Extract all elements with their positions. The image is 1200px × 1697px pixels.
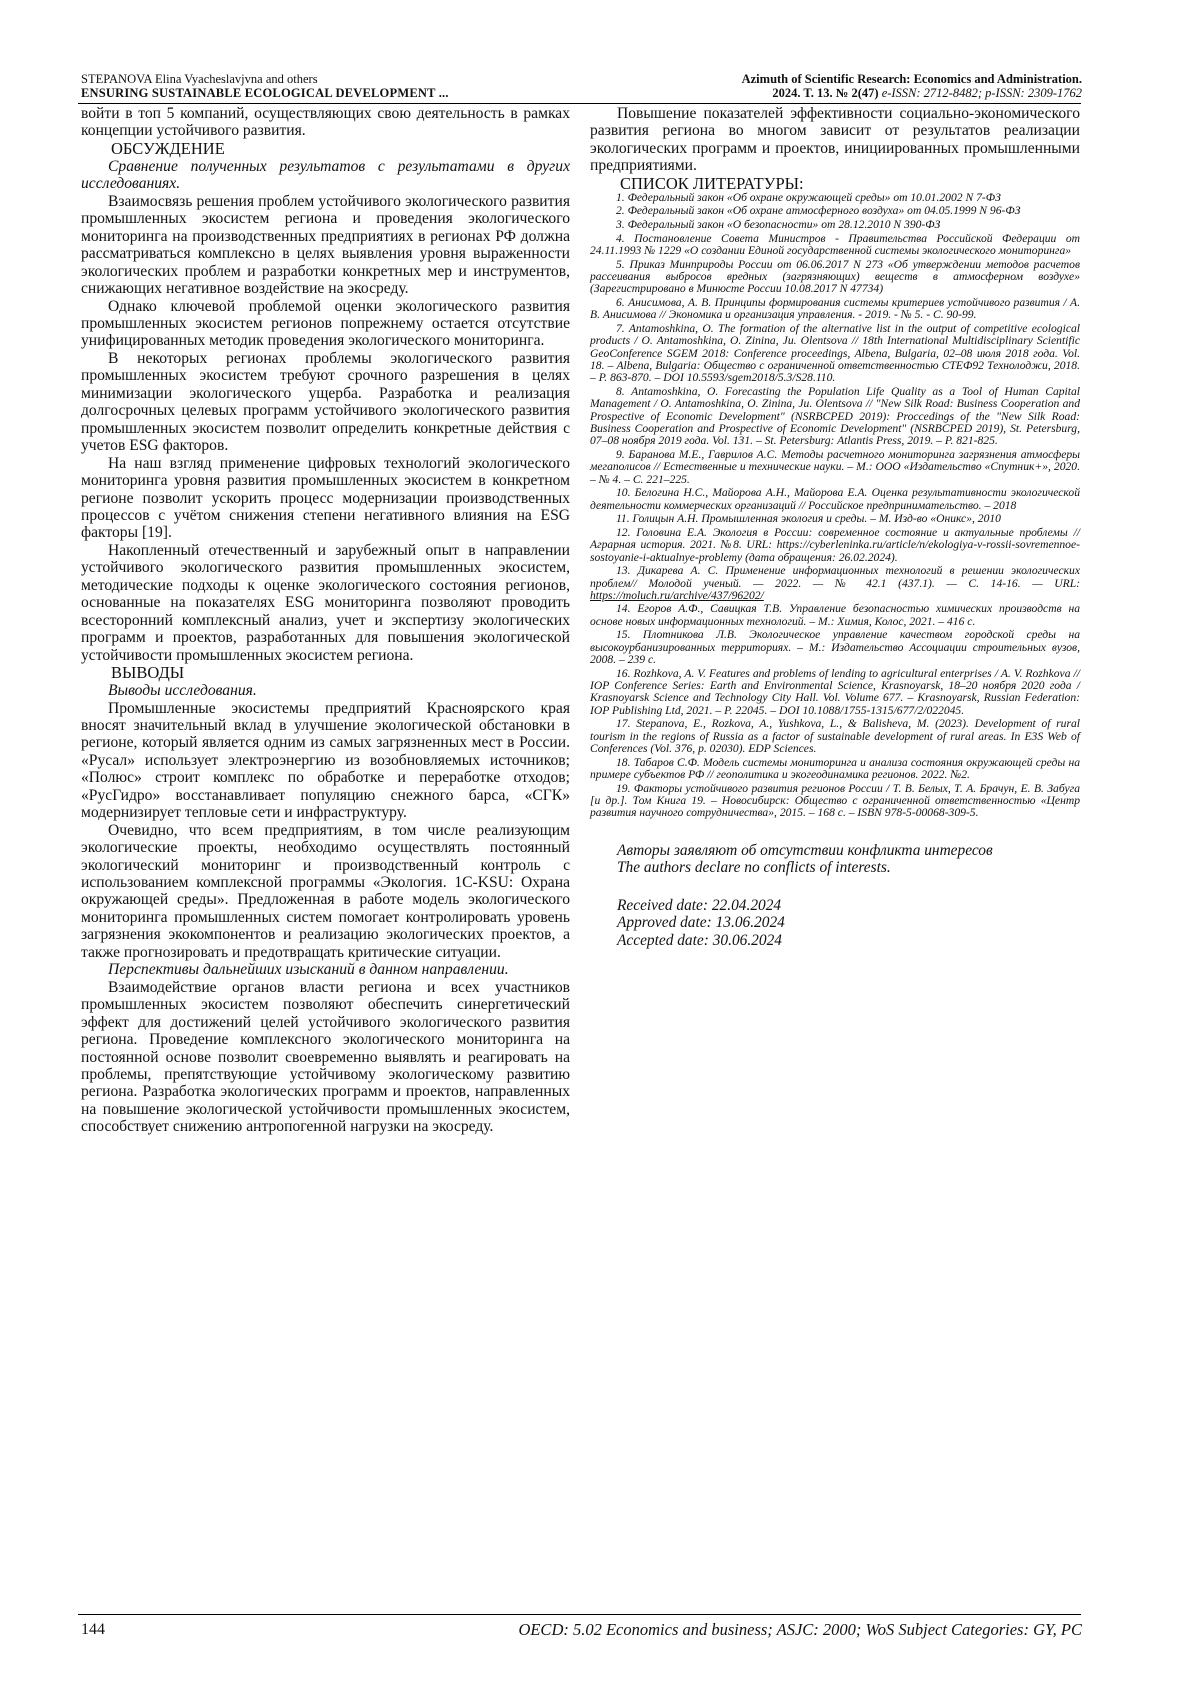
reference-item: 9. Баранова М.Е., Гаврилов А.С. Методы расчетного мониторинга загрязнения атмосферы мегаполисов // Естественные и технические науки. – М.: ООО «Издательство «Спутник+», 2020. – № 4. – С. 221–225. [590,447,1080,486]
conflict-ru: Авторы заявляют об отсутствии конфликта интересов [617,841,993,859]
references-list [590,192,1080,820]
reference-item: 14. Егоров А.Ф., Савицкая Т.В. Управление безопасностью химических производств на основе новых информационных технологий. – М.: Химия, Колос, 2021. – 416 с. [590,602,1080,628]
reference-item: 12. Головина Е.А. Экология в России: современное состояние и актуальные проблемы // Аграрная история. 2021. №8. URL: https://cyberleninka.ru/article/n/ekologiya-v-rossii-sovremennoe-sostoyanie-i-aktualnye-problemy (дата обращения: 26.02.2024). [590,525,1080,564]
conclusions-subheading: Выводы исследования. [108,682,257,700]
discussion-paragraph: Взаимосвязь решения проблем устойчивого экологического развития промышленных экосистем региона и проведения экологического мониторинга на производственных предприятиях в регионах РФ должна рассматриваться комплексно в целях выявления уровня выраженности экологических проблем и разработки конкретных мер и инструментов, снижающих негативное воздействие на экосреду. [81,192,570,298]
footer-rule [78,1614,1081,1615]
reference-item: 15. Плотникова Л.В. Экологическое управление качеством городской среды на высокоурбанизированных территориях. – М.: Издательство Ассоциации строительных вузов, 2008. – 239 с. [590,628,1080,667]
prospects-subheading: Перспективы дальнейших изысканий в данном направлении. [108,961,509,979]
page-number: 144 [81,1621,105,1638]
reference-item: 2. Федеральный закон «Об охране атмосферного воздуха» от 04.05.1999 N 96-ФЗ [616,204,1021,218]
discussion-subheading: Сравнение полученных результатов с результатами в других исследованиях. [81,157,570,193]
reference-text: 13. Дикарева А. С. Применение информационных технологий в решении экологических проблем// Молодой ученый. — 2022. — № 42.1 (437.1). — С. 14-16. — URL: [590,564,1080,590]
right-column [590,105,1080,949]
reference-item: 1. Федеральный закон «Об охране окружающей среды» от 10.01.2002 N 7-ФЗ [616,190,1001,204]
reference-item: 3. Федеральный закон «О безопасности» от 28.12.2010 N 390-ФЗ [616,217,941,231]
conflict-statement [590,842,1080,877]
header-journal: Azimuth of Scientific Research: Economics and Administration. [741,72,1082,86]
conclusions-paragraph: Очевидно, что всем предприятиям, в том числе реализующим экологические проекты, необходимо осуществлять постоянный экологический мониторинг и производственный контроль с использованием комплексной программы «Экология. 1С-KSU: Охрана окружающей среды». Предложенная в работе модель экологического мониторинга промышленных систем помогает контролировать уровень загрязнения экокомпонентов и реализацию экологических проектов, а также прогнозировать и предотвращать критические ситуации. [81,821,570,961]
reference-item: 17. Stepanova, E., Rozkova, A., Yushkova, L., & Balisheva, M. (2023). Development of rural tourism in the regions of Russia as a factor of sustainable development of rural areas. In E3S Web of Conferences (Vol. 376, p. 02030). EDP Sciences. [590,717,1080,756]
discussion-heading: ОБСУЖДЕНИЕ [111,138,225,158]
reference-item: 5. Приказ Минприроды России от 06.06.2017 N 273 «Об утверждении методов расчетов рассеивания выбросов вредных (загрязняющих) веществ в атмосферном воздухе» (Зарегистрировано в Минюсте России 10.08.2017 N 47734) [590,257,1080,296]
subject-classification: OECD: 5.02 Economics and business; ASJC: 2000; WoS Subject Categories: GY, PC [518,1620,1082,1639]
header-authors: STEPANOVA Elina Vyacheslavjvna and others [81,72,318,86]
reference-item: 18. Табаров С.Ф. Модель системы мониторинга и анализа состояния окружающей среды на примере субъектов РФ // геополитика и экогеодинамика регионов. 2022. №2. [590,755,1080,782]
reference-item: 6. Анисимова, А. В. Принципы формирования системы критериев устойчивого развития / А. В. Анисимова // Экономика и организация управления. - 2019. - № 5. - С. 90-99. [590,295,1080,322]
discussion-paragraph: Накопленный отечественный и зарубежный опыт в направлении устойчивого экологического развития промышленных экосистем, методические подходы к оценке экологического состояния регионов, основанные на показателях ESG мониторинга позволяют проводить всесторонний комплексный анализ, учет и экспертизу экологических программ и проектов, разработанных для повышения экологической устойчивости промышленных экосистем региона. [81,541,570,664]
reference-link[interactable]: https://moluch.ru/archive/437/96202/ [590,588,764,602]
references-heading: СПИСОК ЛИТЕРАТУРЫ: [620,173,804,193]
closing-paragraph: Повышение показателей эффективности социально-экономического развития региона во многом зависит от результатов реализации экологических программ и проектов, инициированных промышленными предприятиями. [590,105,1080,175]
accepted-date: Accepted date: 30.06.2024 [617,931,782,949]
reference-item-13 [590,565,1080,602]
header-issue-line [562,86,1082,100]
approved-date: Approved date: 13.06.2024 [617,914,785,932]
reference-item: 19. Факторы устойчивого развития регионов России / Т. В. Белых, Т. А. Брачун, Е. В. Забуга [и др.]. Том Книга 19. – Новосибирск: Общество с ограниченной ответственностью «Центр развития научного сотрудничества», 2015. – 168 с. – ISBN 978-5-00068-309-5. [590,781,1080,820]
running-header-right [562,72,1082,100]
discussion-paragraph: В некоторых регионах проблемы экологического развития промышленных экосистем требуют срочного разрешения в целях минимизации экологического ущерба. Разработка и реализация долгосрочных целевых программ устойчивого экологического развития промышленных экосистем позволит определить конкретные действия с учетов ESG факторов. [81,349,570,455]
article-dates [590,897,1080,950]
left-column [81,105,570,1136]
prospects-paragraph: Взаимодействие органов власти региона и всех участников промышленных экосистем позволяют обеспечить синергетический эффект для достижений целей устойчивого экологического развития региона. Проведение комплексного экологического мониторинга на постоянной основе позволит своевременно выявлять и реагировать на проблемы, препятствующие устойчивому экологическому развитию региона. Разработка экологических программ и проектов, направленных на повышение экологической устойчивости промышленных экосистем, способствует снижению антропогенной нагрузки на экосреду. [81,978,570,1136]
header-short-title: ENSURING SUSTAINABLE ECOLOGICAL DEVELOPMENT ... [81,86,449,100]
reference-item: 4. Постановление Совета Министров - Правительства Российской Федерации от 24.11.1993 № 1229 «О создании Единой государственной системы экологического мониторинга» [590,231,1080,257]
conflict-en: The authors declare no conflicts of interests. [617,859,891,877]
reference-item: 11. Голицын А.Н. Промышленная экология и среды. – М. Изд-во «Оникс», 2010 [616,512,1001,526]
conclusions-heading: ВЫВОДЫ [111,663,185,683]
header-rule [78,103,1081,104]
reference-item: 8. Antamoshkina, O. Forecasting the Population Life Quality as a Tool of Human Capital Management / O. Antamoshkina, O. Zinina, Ju. Olentsova // "New Silk Road: Business Cooperation and Prospective of Economic Development" (NSRBCPED 2019): Proccedings of the "New Silk Road: Business Cooperation and Prospective of Economic Development" (NSRBCPED 2019), St. Petersburg, 07–08 ноября 2019 года. Vol. 131. – St. Petersburg: Atlantis Press, 2019. – P. 821-825. [590,384,1080,448]
intro-paragraph: войти в топ 5 компаний, осуществляющих свою деятельность в рамках концепции устойчивого развития. [81,105,570,140]
running-header-left [81,72,551,100]
reference-item: 16. Rozhkova, A. V. Features and problems of lending to agricultural enterprises / A. V. Rozhkova // IOP Conference Series: Earth and Environmental Science, Krasnoyarsk, 18–20 ноября 2020 года / Krasnoyarsk Science and Technology City Hall. Vol. Volume 677. – Krasnoyarsk, Russian Federation: IOP Publishing Ltd, 2021. – P. 22045. – DOI 10.1088/1755-1315/677/2/022045. [590,666,1080,717]
reference-item: 7. Antamoshkina, O. The formation of the alternative list in the output of competitive ecological products / O. Antamoshkina, O. Zinina, Ju. Olentsova // 18th International Multidisciplinary Scientific GeoConference SGEM 2018: Conference proceedings, Albena, Bulgaria, 02–08 июля 2018 года. Vol. 18. – Albena, Bulgaria: Общество с ограниченной ответственностью СТЕФ92 Технолоджи, 2018. – P. 863-870. – DOI 10.5593/sgem2018/5.3/S28.110. [590,321,1080,385]
received-date: Received date: 22.04.2024 [617,896,782,914]
header-issue: 2024. T. 13. № 2(47) [772,86,879,100]
discussion-paragraph: На наш взгляд применение цифровых технологий экологического мониторинга уровня развития промышленных экосистем в конкретном регионе позволит ускорить процесс модернизации производственных процессов с учётом снижения степени негативного влияния на ESG факторы [19]. [81,454,570,542]
reference-item: 10. Белогина Н.С., Майорова А.Н., Майорова Е.А. Оценка результативности экологической деятельности коммерческих организаций // Российское предпринимательство. – 2018 [590,486,1080,512]
discussion-paragraph: Однако ключевой проблемой оценки экологического развития промышленных экосистем регионов попрежнему остается отсутствие унифицированных методик проведения экологического мониторинга. [81,297,570,350]
header-issn: e-ISSN: 2712-8482; p-ISSN: 2309-1762 [881,86,1082,100]
conclusions-paragraph: Промышленные экосистемы предприятий Красноярского края вносят значительный вклад в улучшение экологической обстановки в регионе, который является одним из самых загрязненных мест в России. «Русал» использует электроэнергию из возобновляемых источников; «Полюс» строит комплекс по обработке и переработке отходов; «РусГидро» восстанавливает популяцию снежного барса, «СГК» модернизирует тепловые сети и инфраструктуру. [81,699,570,822]
